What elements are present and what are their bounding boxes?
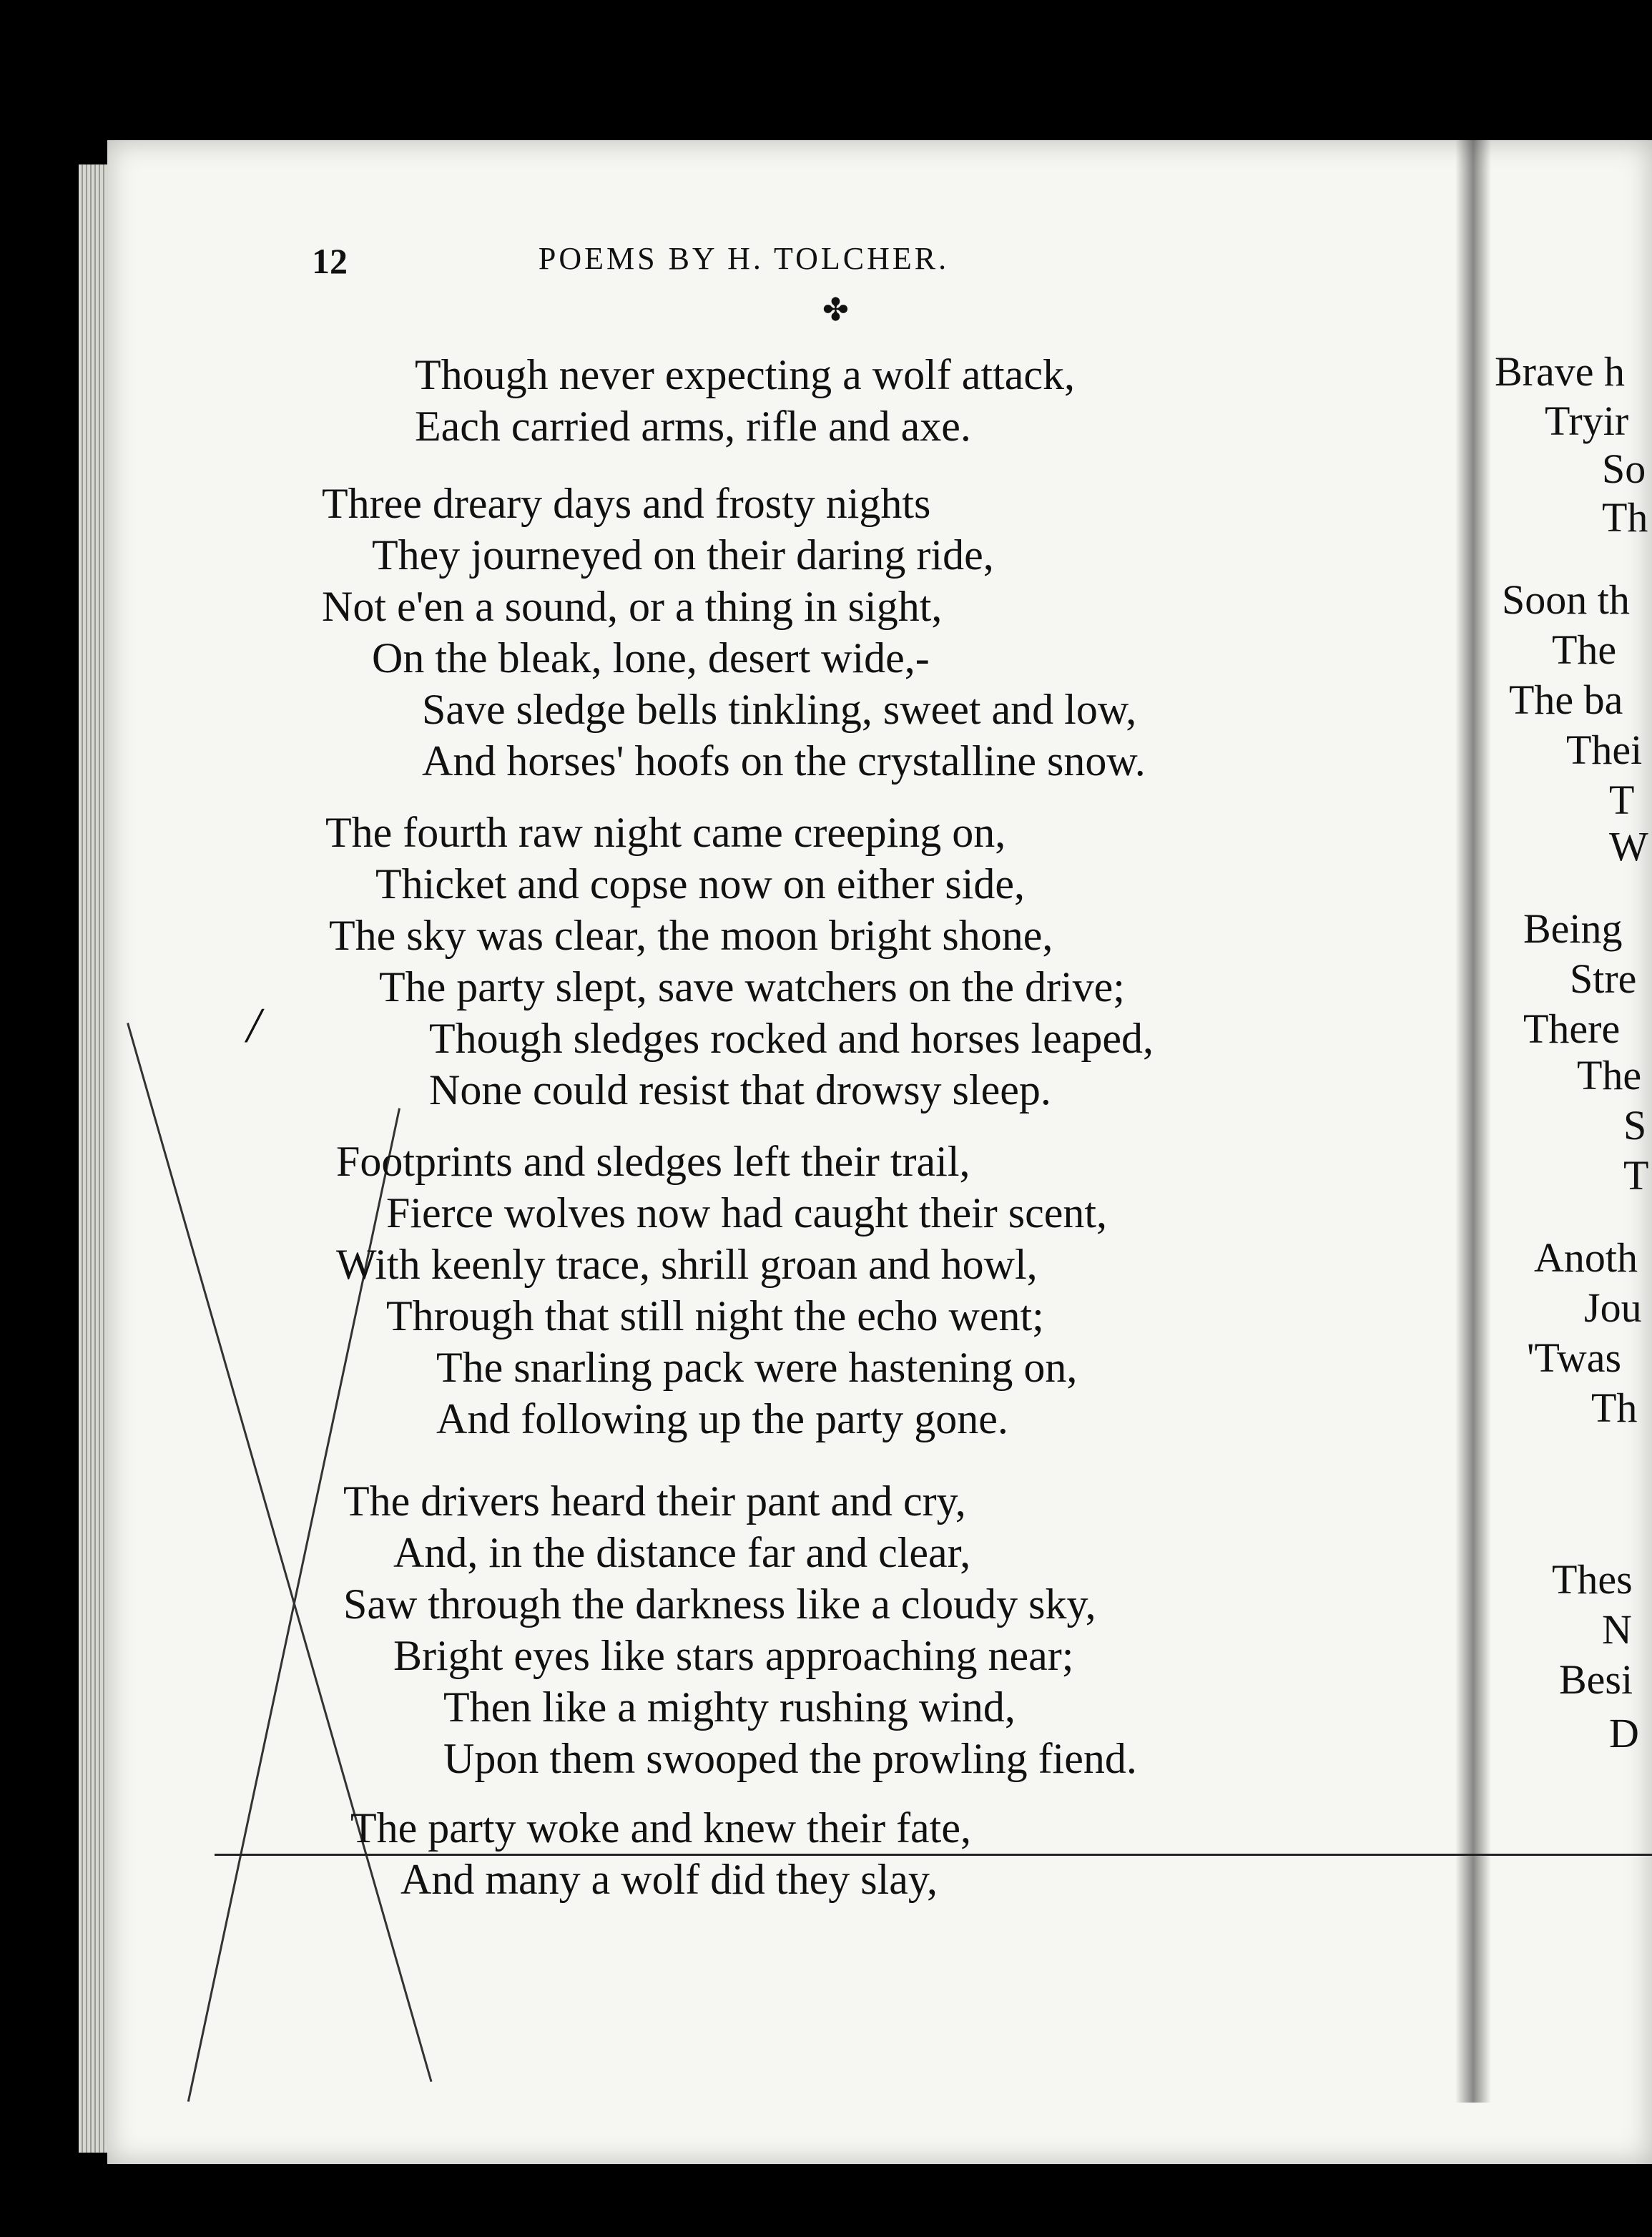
poem-line: Fierce wolves now had caught their scent, [386, 1189, 1108, 1237]
facing-page-line: The [1577, 1052, 1642, 1098]
poem-line: And horses' hoofs on the crystalline snow. [422, 737, 1146, 785]
facing-page-line: Stre [1570, 955, 1637, 1002]
poem-line: And many a wolf did they slay, [400, 1856, 938, 1903]
poem-line: They journeyed on their daring ride, [372, 531, 994, 579]
poem-line: And following up the party gone. [436, 1395, 1008, 1442]
poem-line: Each carried arms, rifle and axe. [415, 403, 971, 450]
poem-line: The party slept, save watchers on the drive; [379, 963, 1125, 1011]
poem-line: None could resist that drowsy sleep. [429, 1066, 1051, 1113]
margin-mark: / [247, 998, 261, 1053]
facing-page-line: Th [1602, 494, 1648, 541]
poem-line: Though never expecting a wolf attack, [415, 351, 1075, 398]
page-number: 12 [312, 241, 348, 281]
facing-page-line: Soon th [1502, 576, 1630, 623]
facing-page-line: Tryir [1545, 398, 1629, 444]
facing-page-line: Anoth [1534, 1234, 1638, 1281]
poem-line: With keenly trace, shrill groan and howl, [336, 1241, 1038, 1288]
poem-line: Through that still night the echo went; [386, 1292, 1044, 1339]
poem-line: The sky was clear, the moon bright shone, [329, 912, 1053, 959]
poem-line: The snarling pack were hastening on, [436, 1344, 1078, 1391]
facing-page-line: Thei [1566, 727, 1643, 773]
poem-line: Then like a mighty rushing wind, [443, 1683, 1016, 1731]
poem-line: Though sledges rocked and horses leaped, [429, 1015, 1154, 1062]
poem-line: Thicket and copse now on either side, [375, 860, 1026, 908]
facing-page-line: D [1609, 1710, 1639, 1756]
facing-page-line: So [1602, 446, 1646, 492]
poem-line: Three dreary days and frosty nights [322, 480, 931, 527]
poem-line: Not e'en a sound, or a thing in sight, [322, 583, 943, 630]
poem-line: Bright eyes like stars approaching near; [393, 1632, 1074, 1679]
facing-page-line: S [1623, 1102, 1647, 1149]
facing-page-line: There [1523, 1006, 1621, 1052]
running-title: POEMS BY H. TOLCHER. [538, 241, 950, 276]
poem-line: And, in the distance far and clear, [393, 1529, 971, 1576]
facing-page-line: The [1552, 626, 1617, 673]
poem-line: The party woke and knew their fate, [350, 1804, 971, 1852]
facing-page-line: Besi [1559, 1656, 1633, 1703]
ornament-icon: ✤ [822, 292, 849, 328]
poem-line: Footprints and sledges left their trail, [336, 1138, 970, 1185]
facing-page-line: N [1602, 1606, 1632, 1653]
facing-page-line: Thes [1552, 1556, 1633, 1603]
facing-page-line: The ba [1509, 677, 1623, 723]
facing-page-line: Brave h [1495, 348, 1625, 395]
facing-page-line: W [1609, 823, 1648, 870]
facing-page-line: Jou [1584, 1284, 1642, 1331]
facing-page-line: T [1623, 1152, 1649, 1199]
poem-line: The fourth raw night came creeping on, [325, 809, 1006, 856]
poem-line: Saw through the darkness like a cloudy sky, [343, 1580, 1096, 1628]
poem-line: On the bleak, lone, desert wide,- [372, 634, 930, 682]
book-gutter [1455, 129, 1491, 2103]
facing-page-line: Th [1591, 1385, 1638, 1431]
poem-line: The drivers heard their pant and cry, [343, 1478, 966, 1525]
facing-page-line: 'Twas [1527, 1334, 1622, 1381]
facing-page-line: Being [1523, 905, 1623, 952]
facing-page-line: T [1609, 777, 1635, 823]
poem-line: Upon them swooped the prowling fiend. [443, 1735, 1137, 1782]
poem-line: Save sledge bells tinkling, sweet and low, [422, 686, 1137, 733]
